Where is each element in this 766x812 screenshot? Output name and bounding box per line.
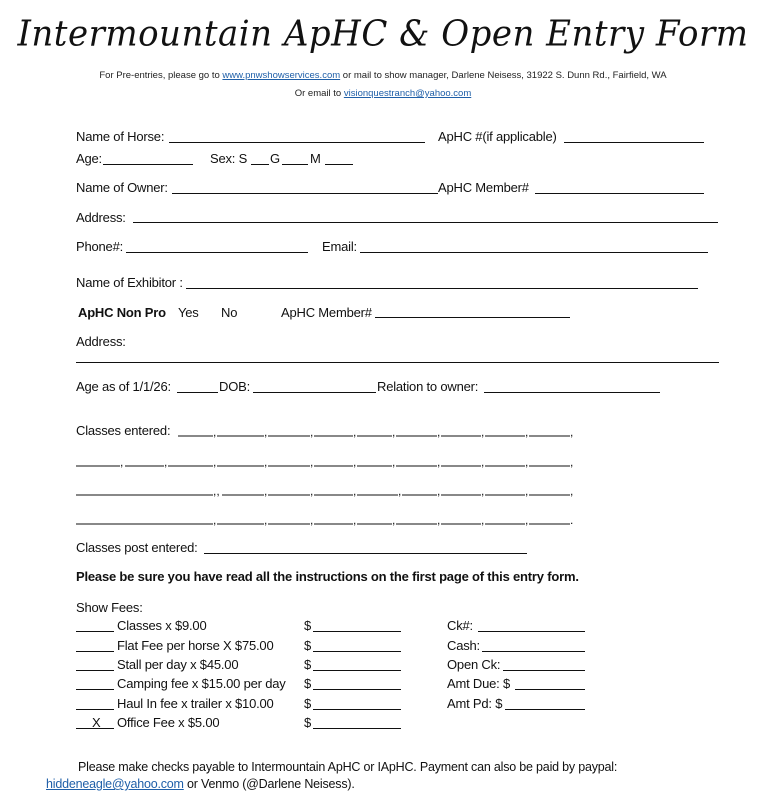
payment-label: Open Ck: [447,657,501,672]
payment-field[interactable] [482,651,585,652]
fee-amount-field[interactable] [313,631,401,632]
svg-text:,: , [353,484,357,498]
svg-text:,: , [353,425,357,439]
payment-note-line2 [46,777,355,791]
payment-field[interactable] [515,689,585,690]
pre-entry-text: For Pre-entries, please go to [99,70,223,81]
classes-post-label: Classes post entered: [76,540,198,555]
name-of-exhibitor-label: Name of Exhibitor : [76,275,183,290]
svg-text:,: , [264,513,268,527]
mail-address-text: or mail to show manager, Darlene Neisess, 31922 S. Dunn Rd., Fairfield, WA [340,70,667,81]
fee-amount-field[interactable] [313,651,401,652]
svg-text:,: , [310,484,314,498]
fee-dollar-sign: $ [304,638,312,653]
svg-text:,: , [570,455,574,469]
payment-label: Amt Pd: $ [447,696,503,711]
fee-quantity-field[interactable] [76,651,114,652]
fee-label: Flat Fee per horse X $75.00 [117,638,274,653]
fee-dollar-sign: $ [304,618,312,633]
fee-label: Camping fee x $15.00 per day [117,676,286,691]
fee-label: Office Fee x $5.00 [117,715,220,730]
svg-text:,: , [392,513,396,527]
payment-label: Amt Due: $ [447,676,511,691]
svg-text:,: , [264,455,268,469]
svg-text:,,: ,, [213,484,220,498]
svg-text:,: , [310,513,314,527]
fee-amount-field[interactable] [313,728,401,729]
fee-quantity-field[interactable] [76,689,114,690]
form-title: Intermountain ApHC & Open Entry Form [17,13,749,55]
sex-s-label: Sex: S [210,151,248,166]
svg-text:,: , [392,425,396,439]
svg-text:,: , [437,513,441,527]
svg-text:,: , [213,513,217,527]
payment-field[interactable] [478,631,585,632]
age-as-of-label: Age as of 1/1/26: [76,379,171,394]
svg-text:.: . [570,513,574,527]
pnwshowservices-link[interactable]: www.pnwshowservices.com [222,70,341,81]
aphc-member2-label: ApHC Member# [281,305,372,320]
svg-text:,: , [481,425,485,439]
payment-label: Cash: [447,638,480,653]
payment-label: Ck#: [447,618,473,633]
relation-label: Relation to owner: [377,379,479,394]
fee-quantity-field[interactable] [76,631,114,632]
fee-amount-field[interactable] [313,689,401,690]
svg-text:,: , [525,513,529,527]
fee-label: Haul In fee x trailer x $10.00 [117,696,274,711]
fee-dollar-sign: $ [304,657,312,672]
svg-text:,: , [398,484,402,498]
fee-label: Stall per day x $45.00 [117,657,239,672]
dob-label: DOB: [219,379,250,394]
svg-text:,: , [164,455,168,469]
age-label: Age: [76,151,102,166]
fee-dollar-sign: $ [304,676,312,691]
visionquest-email-link[interactable]: visionquestranch@yahoo.com [343,88,472,99]
svg-text:,: , [353,455,357,469]
payment-field[interactable] [505,709,585,710]
svg-text:,: , [481,484,485,498]
svg-text:,: , [570,425,574,439]
phone-label: Phone#: [76,239,124,254]
hiddeneagle-email-link[interactable]: hiddeneagle@yahoo.com [46,777,184,791]
classes-entered-label: Classes entered: [76,423,171,438]
aphc-number-label: ApHC #(if applicable) [438,129,557,144]
svg-text:,: , [310,425,314,439]
instructions-note: Please be sure you have read all the instructions on the first page of this entry form. [76,569,579,584]
svg-text:,: , [437,425,441,439]
fee-quantity-field[interactable] [76,670,114,671]
name-of-horse-label: Name of Horse: [76,129,165,144]
classes-post-field[interactable] [204,553,527,554]
nonpro-yes-option[interactable]: Yes [178,305,199,320]
svg-text:,: , [437,455,441,469]
sex-m-label: M [310,151,321,166]
show-fees-heading: Show Fees: [76,600,143,615]
email-label: Email: [322,239,357,254]
address-label: Address: [76,210,126,225]
exhibitor-address-label: Address: [76,334,126,349]
svg-text:,: , [264,425,268,439]
name-of-owner-label: Name of Owner: [76,180,168,195]
aphc-member-label: ApHC Member# [438,180,529,195]
svg-text:,: , [353,513,357,527]
svg-text:,: , [310,455,314,469]
aphc-nonpro-label: ApHC Non Pro [78,305,166,320]
svg-text:,: , [481,513,485,527]
svg-text:,: , [213,425,217,439]
svg-text:,: , [481,455,485,469]
svg-text:,: , [264,484,268,498]
sex-g-label: G [270,151,280,166]
fee-label: Classes x $9.00 [117,618,207,633]
fee-amount-field[interactable] [313,670,401,671]
fee-dollar-sign: $ [304,696,312,711]
fee-quantity-field[interactable] [76,709,114,710]
fee-dollar-sign: $ [304,715,312,730]
svg-text:,: , [525,425,529,439]
svg-text:,: , [392,455,396,469]
nonpro-no-option[interactable]: No [221,305,238,320]
email-pre-text: Or email to [294,88,344,99]
svg-text:,: , [525,484,529,498]
venmo-text: or Venmo (@Darlene Neisess). [183,777,355,791]
svg-text:,: , [120,455,124,469]
payment-field[interactable] [503,670,585,671]
svg-text:,: , [437,484,441,498]
svg-text:,: , [213,455,217,469]
fee-amount-field[interactable] [313,709,401,710]
fee-prefix-mark: X [92,715,101,730]
payment-note: Please make checks payable to Intermountain ApHC or IApHC. Payment can also be paid by paypal: [78,760,618,774]
svg-text:,: , [525,455,529,469]
svg-text:,: , [570,484,574,498]
